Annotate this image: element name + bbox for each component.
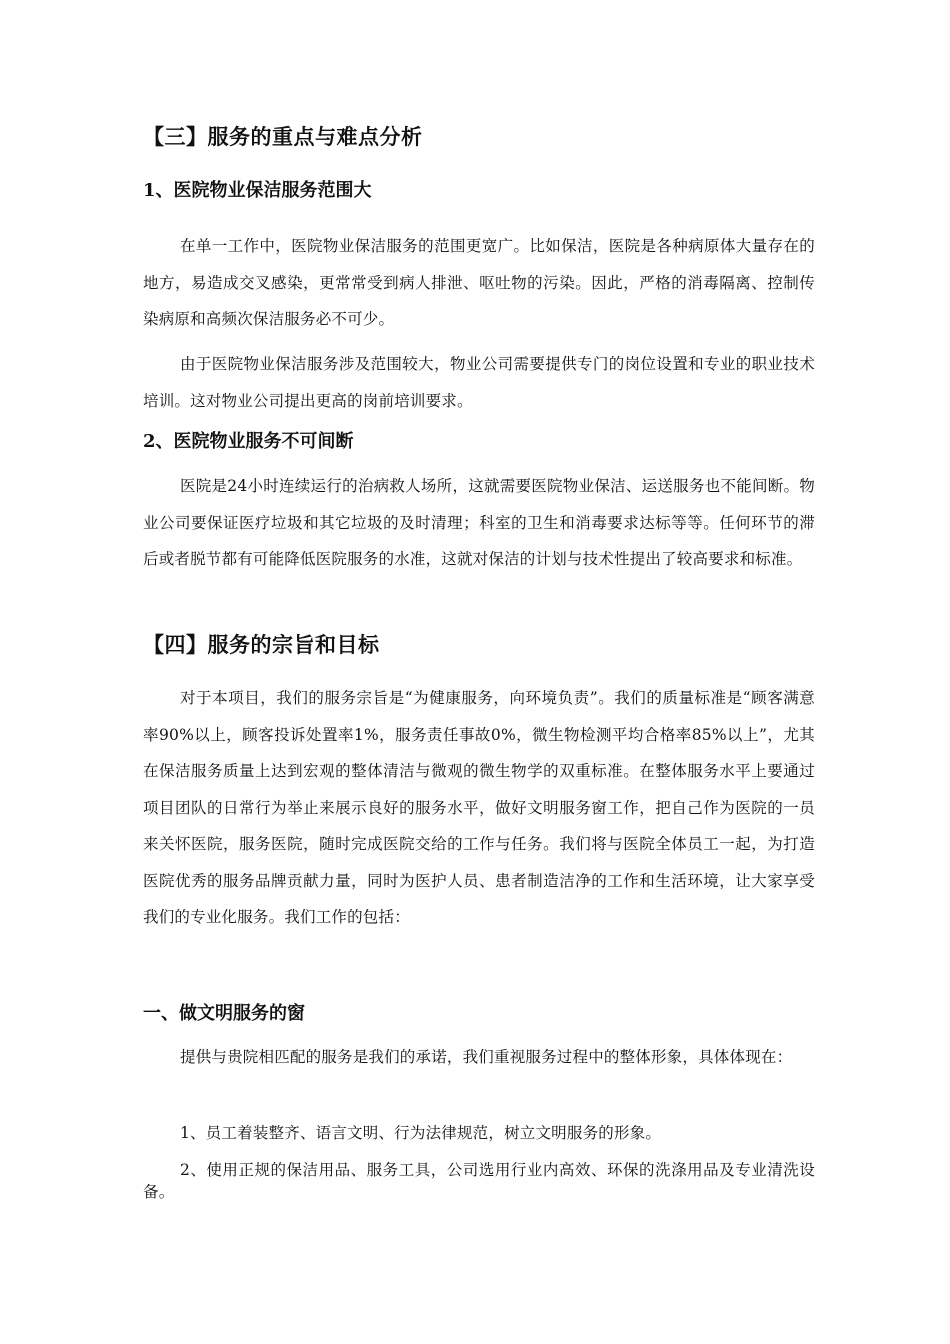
point-1-paragraph-2: 由于医院物业保洁服务涉及范围较大，物业公司需要提供专门的岗位设置和专业的职业技术培训。这对物业公司提出更高的岗前培训要求。 <box>143 355 815 410</box>
point-2-paragraph-1: 医院是24小时连续运行的治病救人场所，这就需要医院物业保洁、运送服务也不能间断。物业公司要保证医疗垃圾和其它垃圾的及时清理；科室的卫生和消毒要求达标等等。任何环节的滞后或者脱节都有可能降低医院服务的水准，这就对保洁的计划与技术性提出了较高要求和标准。 <box>143 477 815 568</box>
point-1-heading: 1、医院物业保洁服务范围大 <box>143 180 372 201</box>
section-4-heading: 【四】服务的宗旨和目标 <box>143 632 380 657</box>
sub-section-1-paragraph: 提供与贵院相匹配的服务是我们的承诺，我们重视服务过程中的整体形象，具体体现在： <box>180 1048 793 1066</box>
section-3-heading: 【三】服务的重点与难点分析 <box>143 124 423 149</box>
sub-section-1-heading: 一、做文明服务的窗 <box>143 1003 305 1024</box>
point-1-paragraph-1: 在单一工作中，医院物业保洁服务的范围更宽广。比如保洁，医院是各种病原体大量存在的地方，易造成交叉感染，更常常受到病人排泄、呕吐物的污染。因此，严格的消毒隔离、控制传染病原和高频次保洁服务必不可少。 <box>143 237 815 328</box>
point-2-heading: 2、医院物业服务不可间断 <box>143 431 354 452</box>
sub-section-1-item-1: 1、员工着装整齐、语言文明、行为法律规范，树立文明服务的形象。 <box>180 1124 662 1142</box>
section-4-paragraph-1: 对于本项目，我们的服务宗旨是“为健康服务，向环境负责”。我们的质量标准是“顾客满意率90%以上，顾客投诉处置率1%，服务责任事故0%，微生物检测平均合格率85%以上”，尤其在保洁服务质量上达到宏观的整体清洁与微观的微生物学的双重标准。在整体服务水平上要通过项目团队的日常行为举止来展示良好的服务水平，做好文明服务窗工作，把自己作为医院的一员来关怀医院，服务医院，随时完成医院交给的工作与任务。我们将与医院全体员工一起，为打造医院优秀的服务品牌贡献力量，同时为医护人员、患者制造洁净的工作和生活环境，让大家享受我们的专业化服务。我们工作的包括： <box>143 689 815 926</box>
sub-section-1-item-2: 2、使用正规的保洁用品、服务工具，公司选用行业内高效、环保的洗涤用品及专业清洗设备。 <box>143 1161 815 1201</box>
